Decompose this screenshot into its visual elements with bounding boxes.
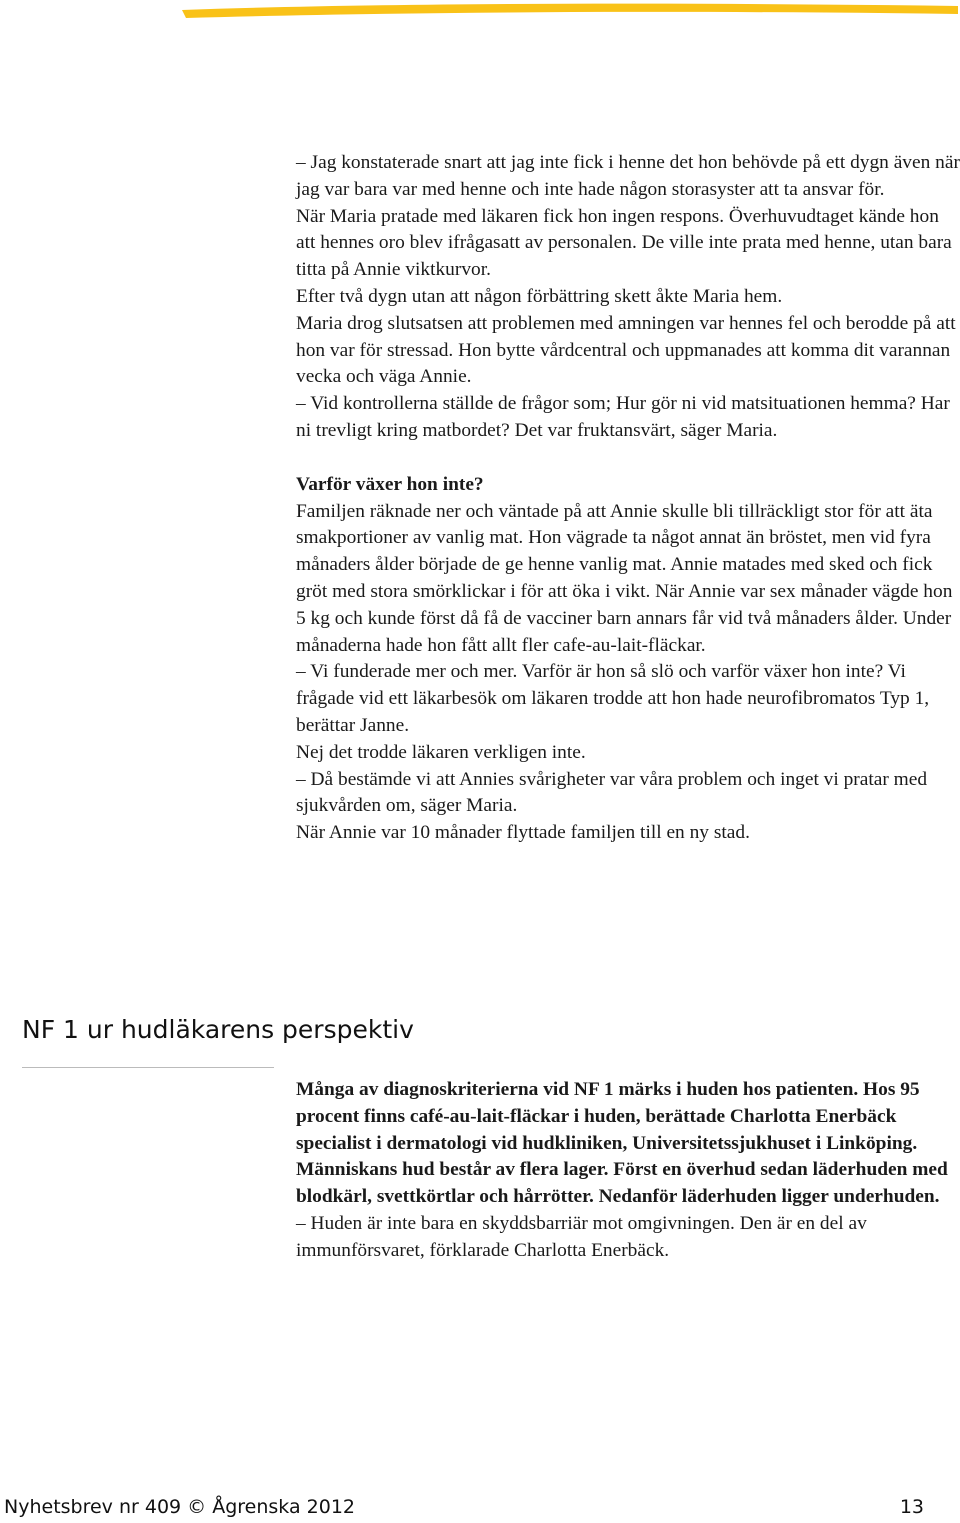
article-paragraph: Maria drog slutsatsen att problemen med amningen var hennes fel och berodde på att hon var för stressad. Hon bytte vårdcentral och uppmanades att komma dit varannan vecka och väga Annie. [296,312,956,388]
article-paragraph: Efter två dygn utan att någon förbättring skett åkte Maria hem. [296,285,783,307]
lead-paragraph: Många av diagnoskriterierna vid NF 1 märks i huden hos patienten. Hos 95 procent finns café-au-lait-fläckar i huden, berättade Charlotta Enerbäck specialist i dermatologi vid hudkliniken, Universitetssjukhuset i Linköping. [296,1079,920,1154]
article-paragraph: Familjen räknade ner och väntade på att Annie skulle bli tillräckligt stor för att äta smakportioner av vanlig mat. Hon vägrade ta något annat än bröstet, men vid fyra månaders ålder började de ge henne vanlig mat. Annie matades med sked och fick gröt med stora smörklickar i för att öka i vikt. När Annie var sex månader vägde hon 5 kg och kunde först då få de vacciner barn annars får vid två månaders ålder. Under månaderna hade hon fått allt fler cafe-au-lait-fläckar. [296,500,953,656]
article-paragraph: – Jag konstaterade snart att jag inte fick i henne det hon behövde på ett dygn även när jag var bara var med henne och inte hade någon storasyster att ta ansvar för. [296,152,960,200]
section-subheading: Varför växer hon inte? [296,473,484,495]
article-paragraph: När Maria pratade med läkaren fick hon ingen respons. Överhuvudtaget kände hon att hennes oro blev ifrågasatt av personalen. De ville inte prata med henne, utan bara titta på Annie viktkurvor. [296,205,952,281]
page-number: 13 [899,1496,924,1518]
nf1-article-column [296,1077,960,1265]
page-footer [0,1493,930,1523]
article-paragraph: – Vid kontrollerna ställde de frågor som; Hur gör ni vid matsituationen hemma? Har ni trevligt kring matbordet? Det var fruktansvärt, säger Maria. [296,393,950,441]
heading-divider [22,1067,274,1068]
section-heading-nf1: NF 1 ur hudläkarens perspektiv [22,1015,414,1044]
main-article-column [296,150,960,847]
article-paragraph: När Annie var 10 månader flyttade familjen till en ny stad. [296,822,750,844]
article-paragraph: Nej det trodde läkaren verkligen inte. [296,741,586,763]
article-paragraph: – Då bestämde vi att Annies svårigheter var våra problem och inget vi pratar med sjukvården om, säger Maria. [296,768,928,817]
decorative-top-stroke [180,0,960,22]
article-paragraph: – Vi funderade mer och mer. Varför är hon så slö och varför växer hon inte? Vi frågade vid ett läkarbesök om läkaren trodde att hon hade neurofibromatos Typ 1, berättar Janne. [296,661,930,736]
quote-paragraph: – Huden är inte bara en skyddsbarriär mot omgivningen. Den är en del av immunförsvaret, förklarade Charlotta Enerbäck. [296,1212,867,1261]
lead-paragraph: Människans hud består av flera lager. Först en överhud sedan läderhuden med blodkärl, svettkörtlar och hårrötter. Nedanför läderhuden ligger underhuden. [296,1159,948,1208]
footer-publication: Nyhetsbrev nr 409 © Ågrenska 2012 [4,1496,355,1518]
